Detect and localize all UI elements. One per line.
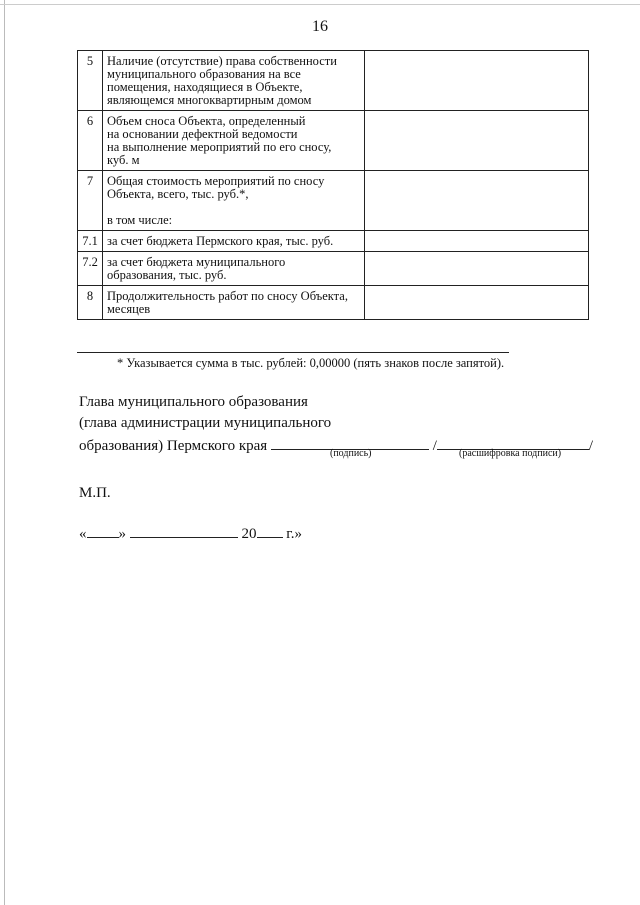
- row-number: 7.1: [78, 231, 103, 252]
- row-description-line: месяцев: [107, 302, 151, 316]
- row-description: [103, 286, 365, 320]
- row-value-cell[interactable]: [365, 231, 589, 252]
- scan-edge-left: [4, 0, 5, 905]
- row-description-line: Объем сноса Объекта, определенный: [107, 114, 306, 128]
- row-description: [103, 171, 365, 231]
- row-number: 7: [78, 171, 103, 231]
- scan-edge-top: [0, 4, 640, 5]
- footnote: * Указывается сумма в тыс. рублей: 0,00000 (пять знаков после запятой).: [117, 356, 505, 370]
- table-row: [78, 252, 589, 286]
- row-description: [103, 111, 365, 171]
- row-value-cell[interactable]: [365, 51, 589, 111]
- row-value-cell[interactable]: [365, 252, 589, 286]
- row-description-line: Продолжительность работ по сносу Объекта,: [107, 289, 348, 303]
- row-description-line: за счет бюджета Пермского края, тыс. руб.: [107, 234, 334, 248]
- table-row: [78, 171, 589, 231]
- row-description-line: являющемся многоквартирным домом: [107, 93, 312, 107]
- table-row: [78, 111, 589, 171]
- row-number: 8: [78, 286, 103, 320]
- row-description-line: куб. м: [107, 153, 140, 167]
- signature-decoding-caption: (расшифровка подписи): [459, 448, 562, 459]
- date-line: [79, 522, 302, 543]
- table-row: [78, 231, 589, 252]
- row-description-line: Общая стоимость мероприятий по сносу: [107, 174, 325, 188]
- row-value-cell[interactable]: [365, 171, 589, 231]
- date-year-prefix: 20: [241, 526, 257, 542]
- signature-title-line-3-text: образования) Пермского края: [79, 438, 268, 454]
- row-description-line: на основании дефектной ведомости: [107, 127, 298, 141]
- signature-title-line-1: Глава муниципального образования: [79, 394, 308, 410]
- row-number: 7.2: [78, 252, 103, 286]
- footnote-rule: [77, 352, 509, 353]
- row-description-line: в том числе:: [107, 213, 173, 227]
- row-description-line: за счет бюджета муниципального: [107, 255, 286, 269]
- row-description-line: Объекта, всего, тыс. руб.*,: [107, 187, 249, 201]
- signature-caption: (подпись): [330, 448, 372, 459]
- date-close-quote: »: [118, 526, 126, 542]
- date-suffix: г.»: [286, 526, 302, 542]
- date-day-field[interactable]: [87, 522, 119, 538]
- row-number: 6: [78, 111, 103, 171]
- row-description: [103, 252, 365, 286]
- date-open-quote: «: [79, 526, 87, 542]
- table-row: [78, 51, 589, 111]
- row-description: [103, 51, 365, 111]
- signature-title-line-2: (глава администрации муниципального: [79, 415, 332, 431]
- row-number: 5: [78, 51, 103, 111]
- date-year-field[interactable]: [257, 522, 283, 538]
- row-description: [103, 231, 365, 252]
- row-description-line: Наличие (отсутствие) права собственности: [107, 54, 337, 68]
- object-data-table: [77, 50, 589, 320]
- row-description-line: образования, тыс. руб.: [107, 268, 227, 282]
- stamp-label: М.П.: [79, 485, 111, 501]
- table-row: [78, 286, 589, 320]
- page-number: 16: [312, 18, 328, 35]
- date-month-field[interactable]: [130, 522, 238, 538]
- signature-slash-left: /: [432, 438, 437, 454]
- row-description-line: на выполнение мероприятий по его сносу,: [107, 140, 332, 154]
- row-value-cell[interactable]: [365, 111, 589, 171]
- signature-slash-right: /: [588, 438, 594, 454]
- row-description-line: муниципального образования на все: [107, 67, 301, 81]
- row-value-cell[interactable]: [365, 286, 589, 320]
- row-description-line: помещения, находящиеся в Объекте,: [107, 80, 303, 94]
